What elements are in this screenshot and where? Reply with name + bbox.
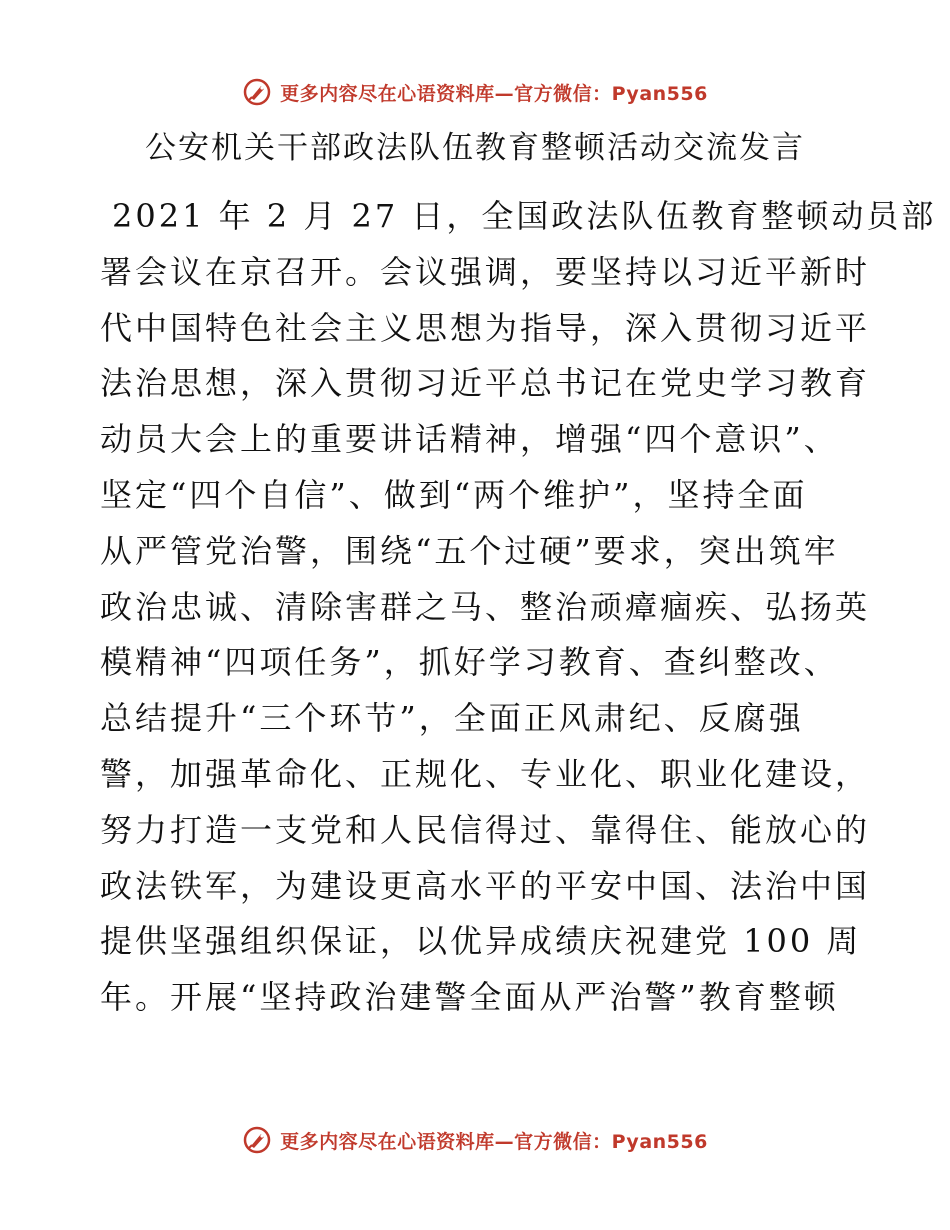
body-line: 提供坚强组织保证，以优异成绩庆祝建党 100 周 — [100, 922, 862, 961]
body-line: 署会议在京召开。会议强调，要坚持以习近平新时 — [100, 252, 871, 291]
pen-nib-logo-icon — [242, 77, 272, 107]
body-line: 警，加强革命化、正规化、专业化、职业化建设， — [100, 754, 871, 793]
body-line: 模精神“四项任务”，抓好学习教育、查纠整改、 — [100, 643, 839, 682]
body-line: 年。开展“坚持政治建警全面从严治警”教育整顿 — [100, 978, 839, 1017]
body-line: 总结提升“三个环节”，全面正风肃纪、反腐强 — [100, 699, 804, 738]
footer-watermark — [0, 1120, 950, 1160]
watermark-text: 更多内容尽在心语资料库—官方微信：Pyan556 — [280, 82, 708, 105]
body-line: 政治忠诚、清除害群之马、整治顽瘴痼疾、弘扬英 — [100, 587, 871, 626]
body-line: 2021 年 2 月 27 日，全国政法队伍教育整顿动员部 — [112, 197, 937, 235]
document-body — [100, 189, 937, 1026]
body-line: 努力打造一支党和人民信得过、靠得住、能放心的 — [100, 810, 871, 849]
header-watermark — [0, 72, 950, 112]
pen-nib-logo-icon — [242, 1125, 272, 1155]
body-line: 动员大会上的重要讲话精神，增强“四个意识”、 — [100, 420, 839, 459]
body-line: 代中国特色社会主义思想为指导，深入贯彻习近平 — [100, 308, 871, 347]
body-line: 政法铁军，为建设更高水平的平安中国、法治中国 — [100, 866, 871, 905]
document-title: 公安机关干部政法队伍教育整顿活动交流发言 — [145, 130, 805, 166]
body-line: 法治思想，深入贯彻习近平总书记在党史学习教育 — [100, 364, 871, 403]
body-line: 坚定“四个自信”、做到“两个维护”，坚持全面 — [100, 475, 808, 514]
body-line: 从严管党治警，围绕“五个过硬”要求，突出筑牢 — [100, 531, 839, 570]
watermark-text: 更多内容尽在心语资料库—官方微信：Pyan556 — [280, 1130, 708, 1153]
